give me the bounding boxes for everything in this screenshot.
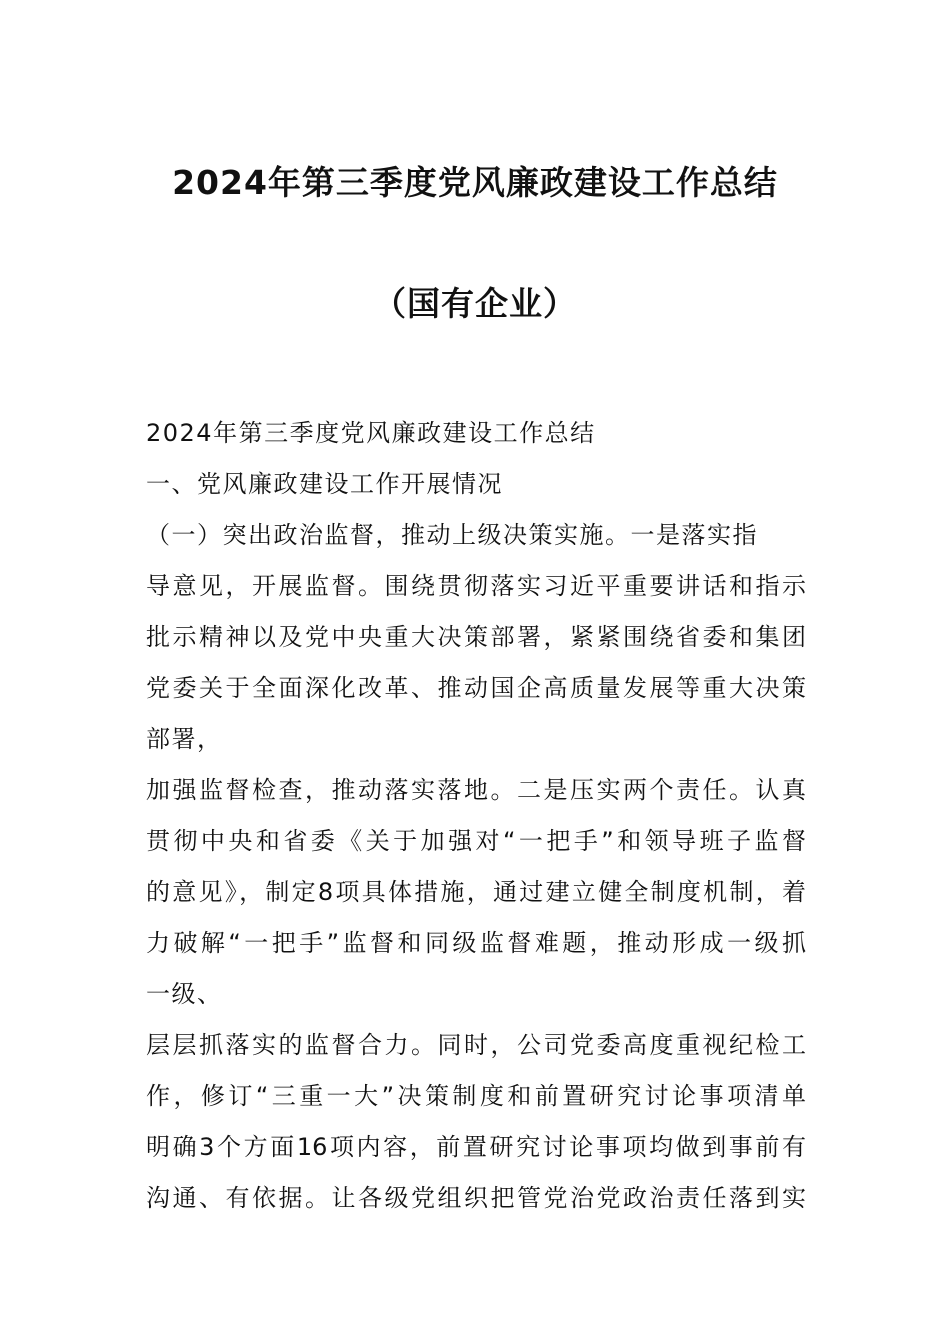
paragraph-line: 沟通、有依据。让各级党组织把管党治党政治责任落到实 xyxy=(146,1184,806,1212)
paragraph-line: 作，修订“三重一大”决策制度和前置研究讨论事项清单 xyxy=(146,1082,806,1110)
paragraph-line: 明确3个方面16项内容，前置研究讨论事项均做到事前有 xyxy=(146,1133,806,1161)
body-heading: 2024年第三季度党风廉政建设工作总结 xyxy=(146,419,596,447)
paragraph-line: （一）突出政治监督，推动上级决策实施。一是落实指 xyxy=(146,521,758,549)
paragraph-line: 导意见，开展监督。围绕贯彻落实习近平重要讲话和指示 xyxy=(146,572,806,600)
document-body xyxy=(146,408,806,1224)
paragraph-line: 贯彻中央和省委《关于加强对“一把手”和领导班子监督 xyxy=(146,827,806,855)
section-heading: 一、党风廉政建设工作开展情况 xyxy=(146,470,503,498)
paragraph-line: 部署， xyxy=(146,725,223,753)
document-title: 2024年第三季度党风廉政建设工作总结 xyxy=(172,163,778,202)
document-subtitle: （国有企业） xyxy=(373,284,577,323)
paragraph-line: 加强监督检查，推动落实落地。二是压实两个责任。认真 xyxy=(146,776,806,804)
paragraph-line: 批示精神以及党中央重大决策部署，紧紧围绕省委和集团 xyxy=(146,623,806,651)
paragraph-line: 力破解“一把手”监督和同级监督难题，推动形成一级抓 xyxy=(146,929,806,957)
paragraph-line: 层层抓落实的监督合力。同时，公司党委高度重视纪检工 xyxy=(146,1031,806,1059)
paragraph-line: 党委关于全面深化改革、推动国企高质量发展等重大决策 xyxy=(146,674,806,702)
paragraph-line: 一级、 xyxy=(146,980,223,1008)
paragraph-line: 的意见》，制定8项具体措施，通过建立健全制度机制，着 xyxy=(146,878,806,906)
